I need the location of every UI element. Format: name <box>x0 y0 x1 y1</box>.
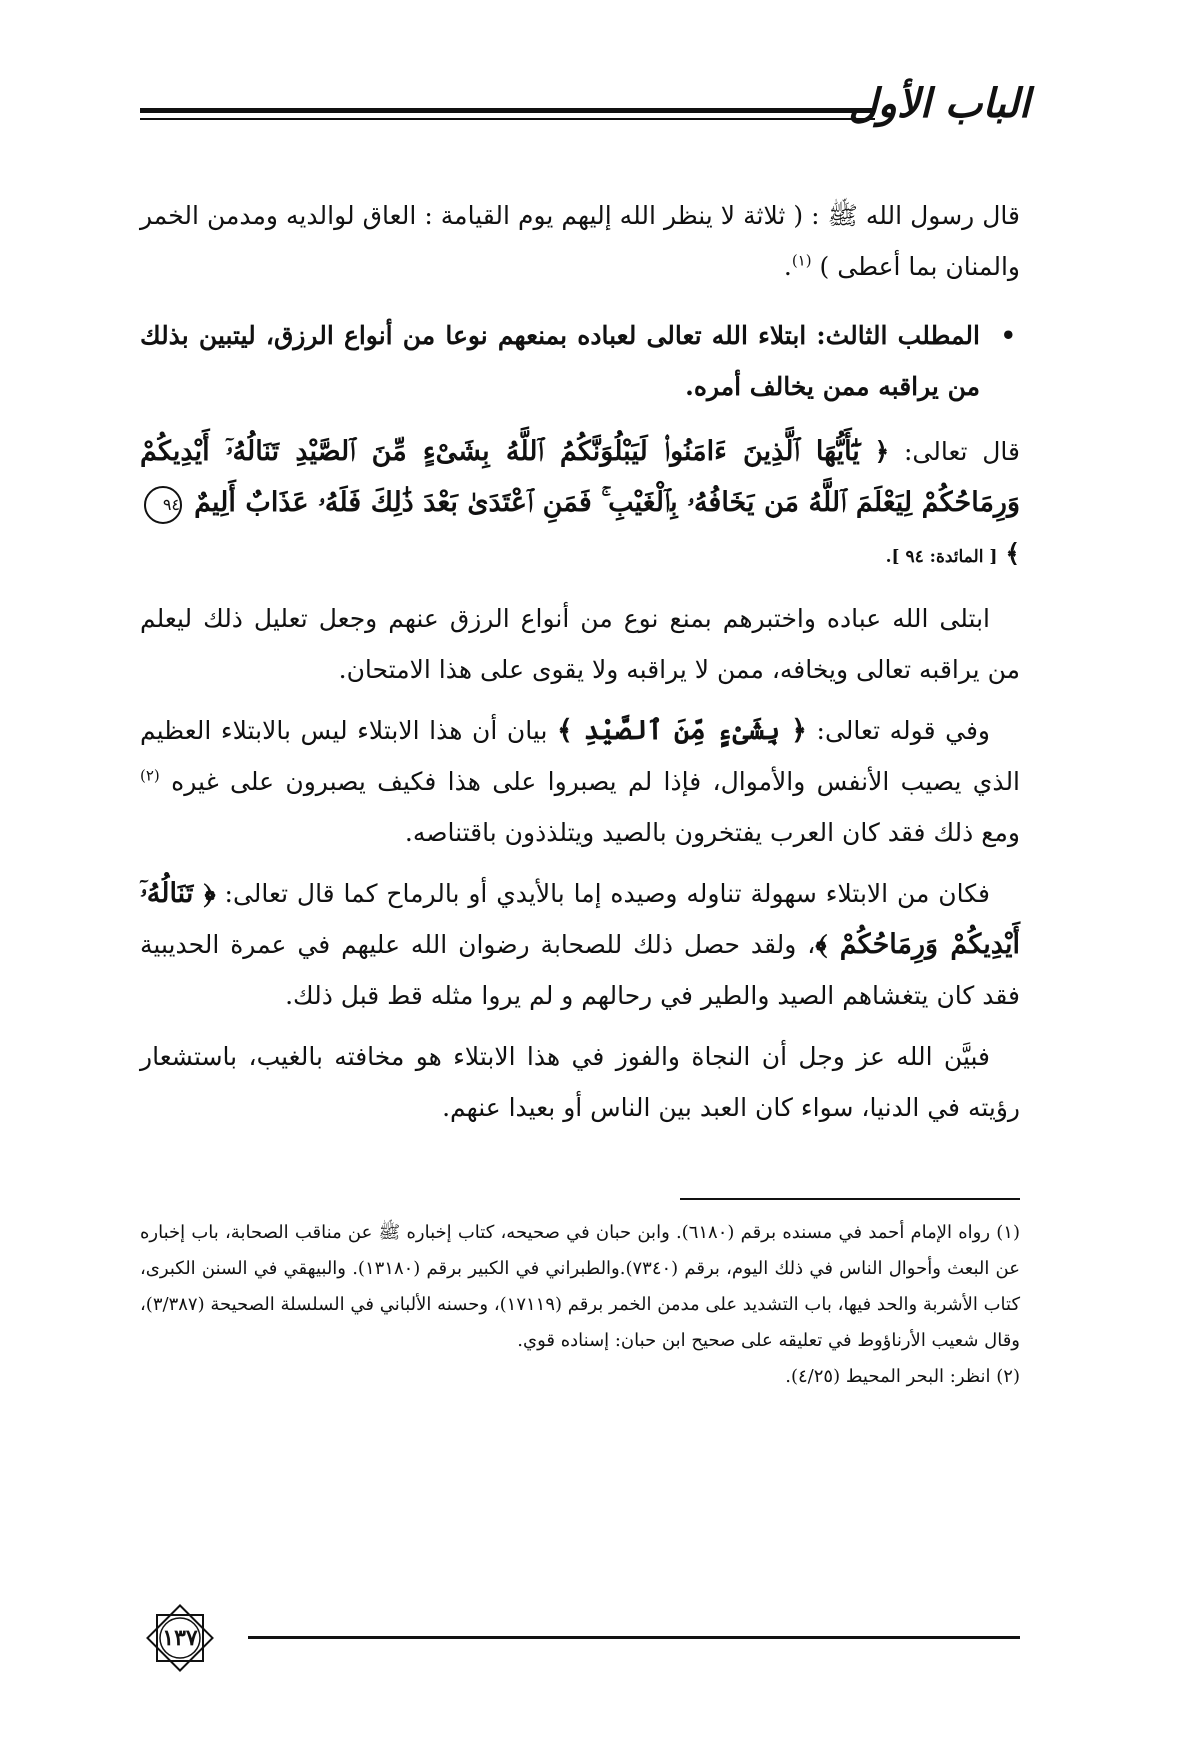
p3-middle: بيان أن هذا الابتلاء ليس بالابتلاء العظيم الذي يصيب الأنفس والأموال، فإذا لم يصبروا على هذا فكيف يصبرون على غيره <box>140 716 1021 796</box>
bullet-icon: • <box>1000 321 1016 350</box>
hadith-text: قال رسول الله ﷺ : ( ثلاثة لا ينظر الله إليهم يوم القيامة : العاق لوالديه ومدمن الخمر والمنان بما أعطى ) <box>140 201 1020 281</box>
p3-quote: ﴿ بِشَىْءٍ مِّنَ ٱلصَّيْدِ ﴾ <box>557 715 807 746</box>
p4-end: ، ولقد حصل ذلك للصحابة رضوان الله عليهم في عمرة الحديبية فقد كان يتغشاهم الصيد والطير في رحالهم و لم يروا مثله قط قبل ذلك. <box>140 930 1020 1010</box>
footnote-separator <box>680 1198 1020 1200</box>
page-footer <box>140 1598 1020 1678</box>
verse-intro: قال تعالى: <box>903 437 1020 466</box>
explanation-paragraph-4: فبيَّن الله عز وجل أن النجاة والفوز في هذا الابتلاء هو مخافته بالغيب، باستشعار رؤيته في الدنيا، سواء كان العبد بين الناس أو بعيدا عنهم. <box>140 1042 1020 1122</box>
footnote-marker-1: (١) <box>791 251 812 270</box>
section-heading-block <box>140 310 1020 412</box>
running-header <box>140 78 1030 138</box>
main-text <box>140 190 1020 1143</box>
footnotes <box>140 1215 1020 1395</box>
footnote-2: (٢) انظر: البحر المحيط (٤/٢٥). <box>785 1366 1020 1387</box>
header-rule-thin <box>140 118 875 120</box>
p3-start: وفي قوله تعالى: <box>816 716 991 745</box>
explanation-paragraph-3 <box>140 868 1020 1021</box>
p3-end: ومع ذلك فقد كان العرب يفتخرون بالصيد ويتلذذون باقتناصه. <box>404 818 1020 847</box>
header-rule-thick <box>140 108 875 113</box>
page-number-badge <box>140 1598 220 1678</box>
verse-open-bracket: ﴿ <box>874 437 890 466</box>
footnote-marker-2: (٢) <box>140 766 160 785</box>
footer-rule <box>248 1636 1020 1639</box>
verse-reference: [ المائدة: ٩٤ ]. <box>885 547 998 567</box>
section-heading: المطلب الثالث: ابتلاء الله تعالى لعباده بمنعهم نوعا من أنواع الرزق، ليتبين بذلك من يراقبه ممن يخالف أمره. <box>140 321 980 401</box>
hadith-paragraph: قال رسول الله ﷺ : ( ثلاثة لا ينظر الله إليهم يوم القيامة : العاق لوالديه ومدمن الخمر والمنان بما أعطى ) $^{(١)}$. <box>140 201 1020 281</box>
explanation-paragraph-2 <box>140 705 1020 858</box>
verse-close-bracket: ﴾ <box>1005 539 1020 568</box>
p4-quote: ﴿ تَنَالُهُۥٓ أَيْدِيكُمْ وَرِمَاحُكُمْ ﴾ <box>140 878 1020 960</box>
ayah-number-badge: ٩٤ <box>144 486 182 524</box>
footnote-1: (١) رواه الإمام أحمد في مسنده برقم (٦١٨٠). وابن حبان في صحيحه، كتاب إخباره ﷺ عن مناقب الصحابة، باب إخباره عن البعث وأحوال الناس في ذلك اليوم، برقم (٧٣٤٠).والطبراني في الكبير برقم (١٣١٨٠). والبيهقي في السنن الكبرى، كتاب الأشربة والحد فيها، باب التشديد على مدمن الخمر برقم (١٧١١٩)، وحسنه الألباني في السلسلة الصحيحة (٣/٣٨٧)، وقال شعيب الأرناؤوط في تعليقه على صحيح ابن حبان: إسناده قوي. <box>140 1222 1021 1351</box>
chapter-title: الباب الأول <box>848 80 1030 127</box>
verse-paragraph <box>140 426 1020 583</box>
p4-start: فكان من الابتلاء سهولة تناوله وصيده إما بالأيدي أو بالرماح كما قال تعالى: <box>224 879 991 908</box>
verse-text: يَٰٓأَيُّهَا ٱلَّذِينَ ءَامَنُوا۟ لَيَبْلُوَنَّكُمُ ٱللَّهُ بِشَىْءٍ مِّنَ ٱلصَّيْدِ تَنَالُهُۥٓ أَيْدِيكُمْ وَرِمَاحُكُمْ لِيَعْلَمَ ٱللَّهُ مَن يَخَافُهُۥ بِٱلْغَيْبِ ۚ فَمَنِ ٱعْتَدَىٰ بَعْدَ ذَٰلِكَ فَلَهُۥ عَذَابٌ أَلِيمٌ <box>140 436 1020 518</box>
page-number: ١٣٧ <box>162 1625 198 1651</box>
explanation-paragraph-1: ابتلى الله عباده واختبرهم بمنع نوع من أنواع الرزق عنهم وجعل تعليل ذلك ليعلم من يراقبه تعالى ويخافه، ممن لا يراقبه ولا يقوى على هذا الامتحان. <box>140 604 1020 684</box>
